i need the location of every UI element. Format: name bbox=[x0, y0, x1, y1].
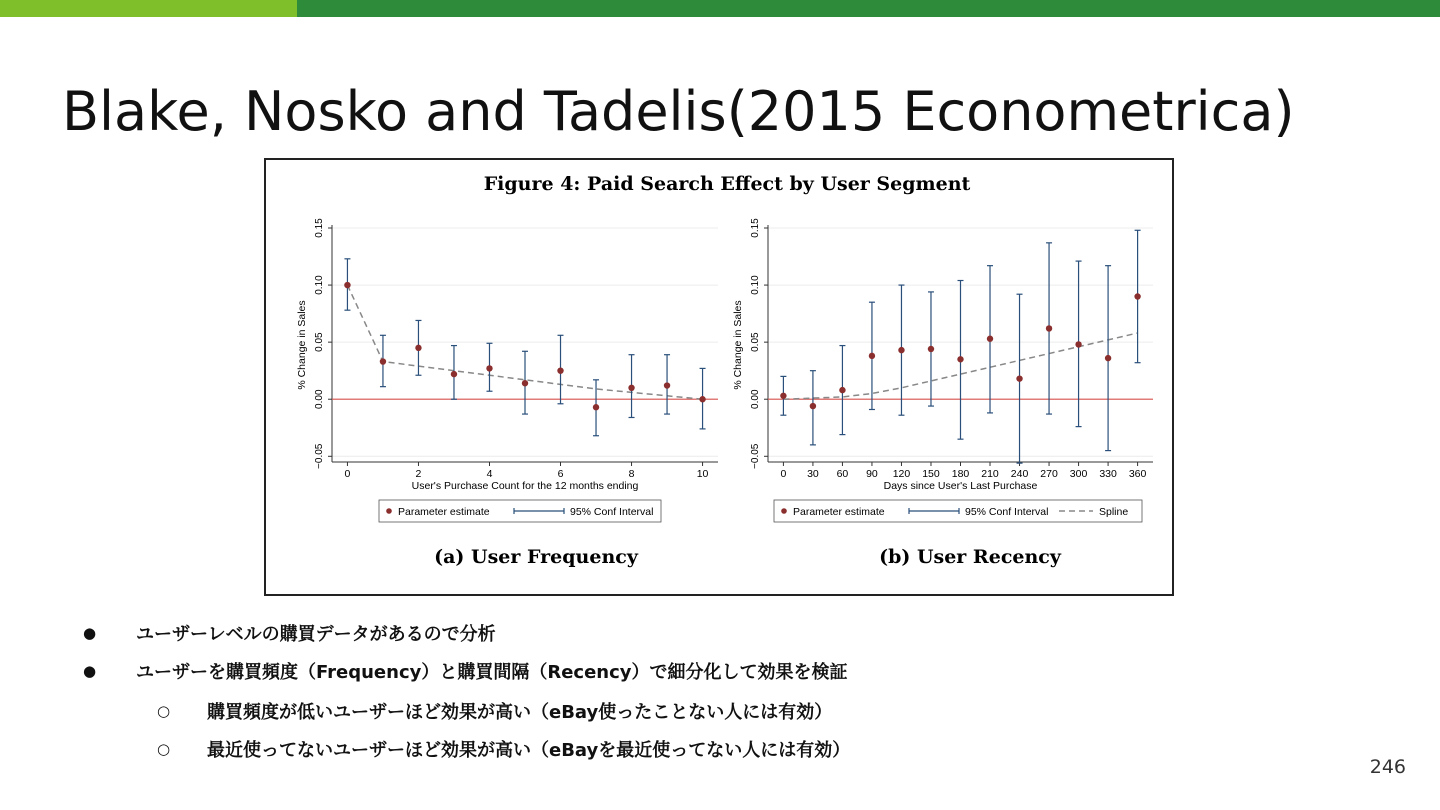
x-tick-label: 180 bbox=[951, 468, 970, 480]
figure-title: Figure 4: Paid Search Effect by User Segment bbox=[483, 173, 971, 195]
y-axis-label: % Change in Sales bbox=[732, 300, 744, 390]
figure-svg bbox=[266, 160, 1172, 594]
y-tick-label: 0.05 bbox=[314, 332, 325, 352]
bullet-text: ユーザーを購買頻度（Frequency）と購買間隔（Recency）で細分化して効果を検証 bbox=[136, 662, 848, 683]
y-tick-label: −0.05 bbox=[314, 443, 325, 469]
y-tick-label: 0.05 bbox=[750, 332, 761, 352]
y-tick-label: 0.15 bbox=[314, 218, 325, 238]
bullet-text: ユーザーレベルの購買データがあるので分析 bbox=[136, 624, 496, 645]
y-tick-label: 0.15 bbox=[750, 218, 761, 238]
x-tick-label: 0 bbox=[344, 468, 351, 480]
legend-label: Parameter estimate bbox=[398, 506, 490, 518]
x-tick-label: 210 bbox=[981, 468, 999, 480]
estimate-point bbox=[628, 385, 634, 391]
bullet-marker: ● bbox=[83, 624, 97, 642]
x-tick-label: 8 bbox=[628, 468, 635, 480]
x-tick-label: 330 bbox=[1099, 468, 1117, 480]
y-tick-label: −0.05 bbox=[750, 443, 761, 469]
estimate-point bbox=[380, 358, 386, 364]
estimate-point bbox=[1105, 355, 1111, 361]
estimate-point bbox=[898, 347, 904, 353]
y-tick-label: 0.10 bbox=[314, 275, 325, 295]
estimate-point bbox=[415, 345, 421, 351]
sub-bullet-text: 購買頻度が低いユーザーほど効果が高い（eBay使ったことない人には有効） bbox=[207, 702, 833, 723]
x-tick-label: 300 bbox=[1069, 468, 1088, 480]
x-axis-label: User's Purchase Count for the 12 months ending bbox=[411, 480, 639, 492]
estimate-point bbox=[1134, 293, 1140, 299]
x-tick-label: 10 bbox=[696, 468, 709, 480]
header-bar-dark bbox=[297, 0, 1440, 17]
estimate-point bbox=[1046, 325, 1052, 331]
estimate-point bbox=[1016, 375, 1022, 381]
estimate-point bbox=[1075, 341, 1081, 347]
legend-label: Spline bbox=[1099, 506, 1129, 518]
estimate-point bbox=[928, 346, 934, 352]
estimate-point bbox=[344, 282, 350, 288]
sub-bullet-text: 最近使ってないユーザーほど効果が高い（eBayを最近使ってない人には有効） bbox=[207, 740, 851, 761]
panel-label: (b) User Recency bbox=[879, 546, 1061, 568]
estimate-point bbox=[593, 404, 599, 410]
legend-label: 95% Conf Interval bbox=[570, 506, 654, 518]
x-tick-label: 4 bbox=[486, 468, 493, 480]
legend-point-swatch bbox=[386, 508, 392, 514]
x-tick-label: 240 bbox=[1010, 468, 1029, 480]
estimate-point bbox=[839, 387, 845, 393]
header-bar-light bbox=[0, 0, 297, 17]
estimate-point bbox=[810, 403, 816, 409]
x-tick-label: 360 bbox=[1128, 468, 1147, 480]
estimate-point bbox=[557, 367, 563, 373]
x-tick-label: 120 bbox=[892, 468, 911, 480]
estimate-point bbox=[987, 336, 993, 342]
chart-panel bbox=[732, 218, 1153, 568]
estimate-point bbox=[664, 382, 670, 388]
slide-title: Blake, Nosko and Tadelis(2015 Econometrica) bbox=[62, 80, 1295, 143]
estimate-point bbox=[780, 393, 786, 399]
x-tick-label: 6 bbox=[557, 468, 564, 480]
sub-bullet-marker: ○ bbox=[157, 702, 171, 720]
estimate-point bbox=[869, 353, 875, 359]
x-tick-label: 60 bbox=[836, 468, 849, 480]
estimate-point bbox=[451, 371, 457, 377]
chart-panel bbox=[296, 218, 718, 568]
x-tick-label: 270 bbox=[1040, 468, 1058, 480]
estimate-point bbox=[522, 380, 528, 386]
sub-bullet-marker: ○ bbox=[157, 740, 171, 758]
y-tick-label: 0.00 bbox=[750, 389, 761, 409]
legend-label: 95% Conf Interval bbox=[965, 506, 1049, 518]
panel-label: (a) User Frequency bbox=[434, 546, 638, 568]
x-tick-label: 150 bbox=[922, 468, 940, 480]
page-number: 246 bbox=[1369, 756, 1406, 778]
legend-point-swatch bbox=[781, 508, 787, 514]
y-axis-label: % Change in Sales bbox=[296, 300, 308, 390]
bullet-marker: ● bbox=[83, 662, 97, 680]
figure-frame bbox=[264, 158, 1174, 596]
y-tick-label: 0.10 bbox=[750, 275, 761, 295]
x-axis-label: Days since User's Last Purchase bbox=[883, 480, 1038, 492]
estimate-point bbox=[699, 396, 705, 402]
estimate-point bbox=[957, 356, 963, 362]
y-tick-label: 0.00 bbox=[314, 389, 325, 409]
x-tick-label: 0 bbox=[780, 468, 787, 480]
x-tick-label: 2 bbox=[415, 468, 422, 480]
estimate-point bbox=[486, 365, 492, 371]
legend-label: Parameter estimate bbox=[793, 506, 885, 518]
x-tick-label: 30 bbox=[807, 468, 819, 480]
x-tick-label: 90 bbox=[866, 468, 878, 480]
